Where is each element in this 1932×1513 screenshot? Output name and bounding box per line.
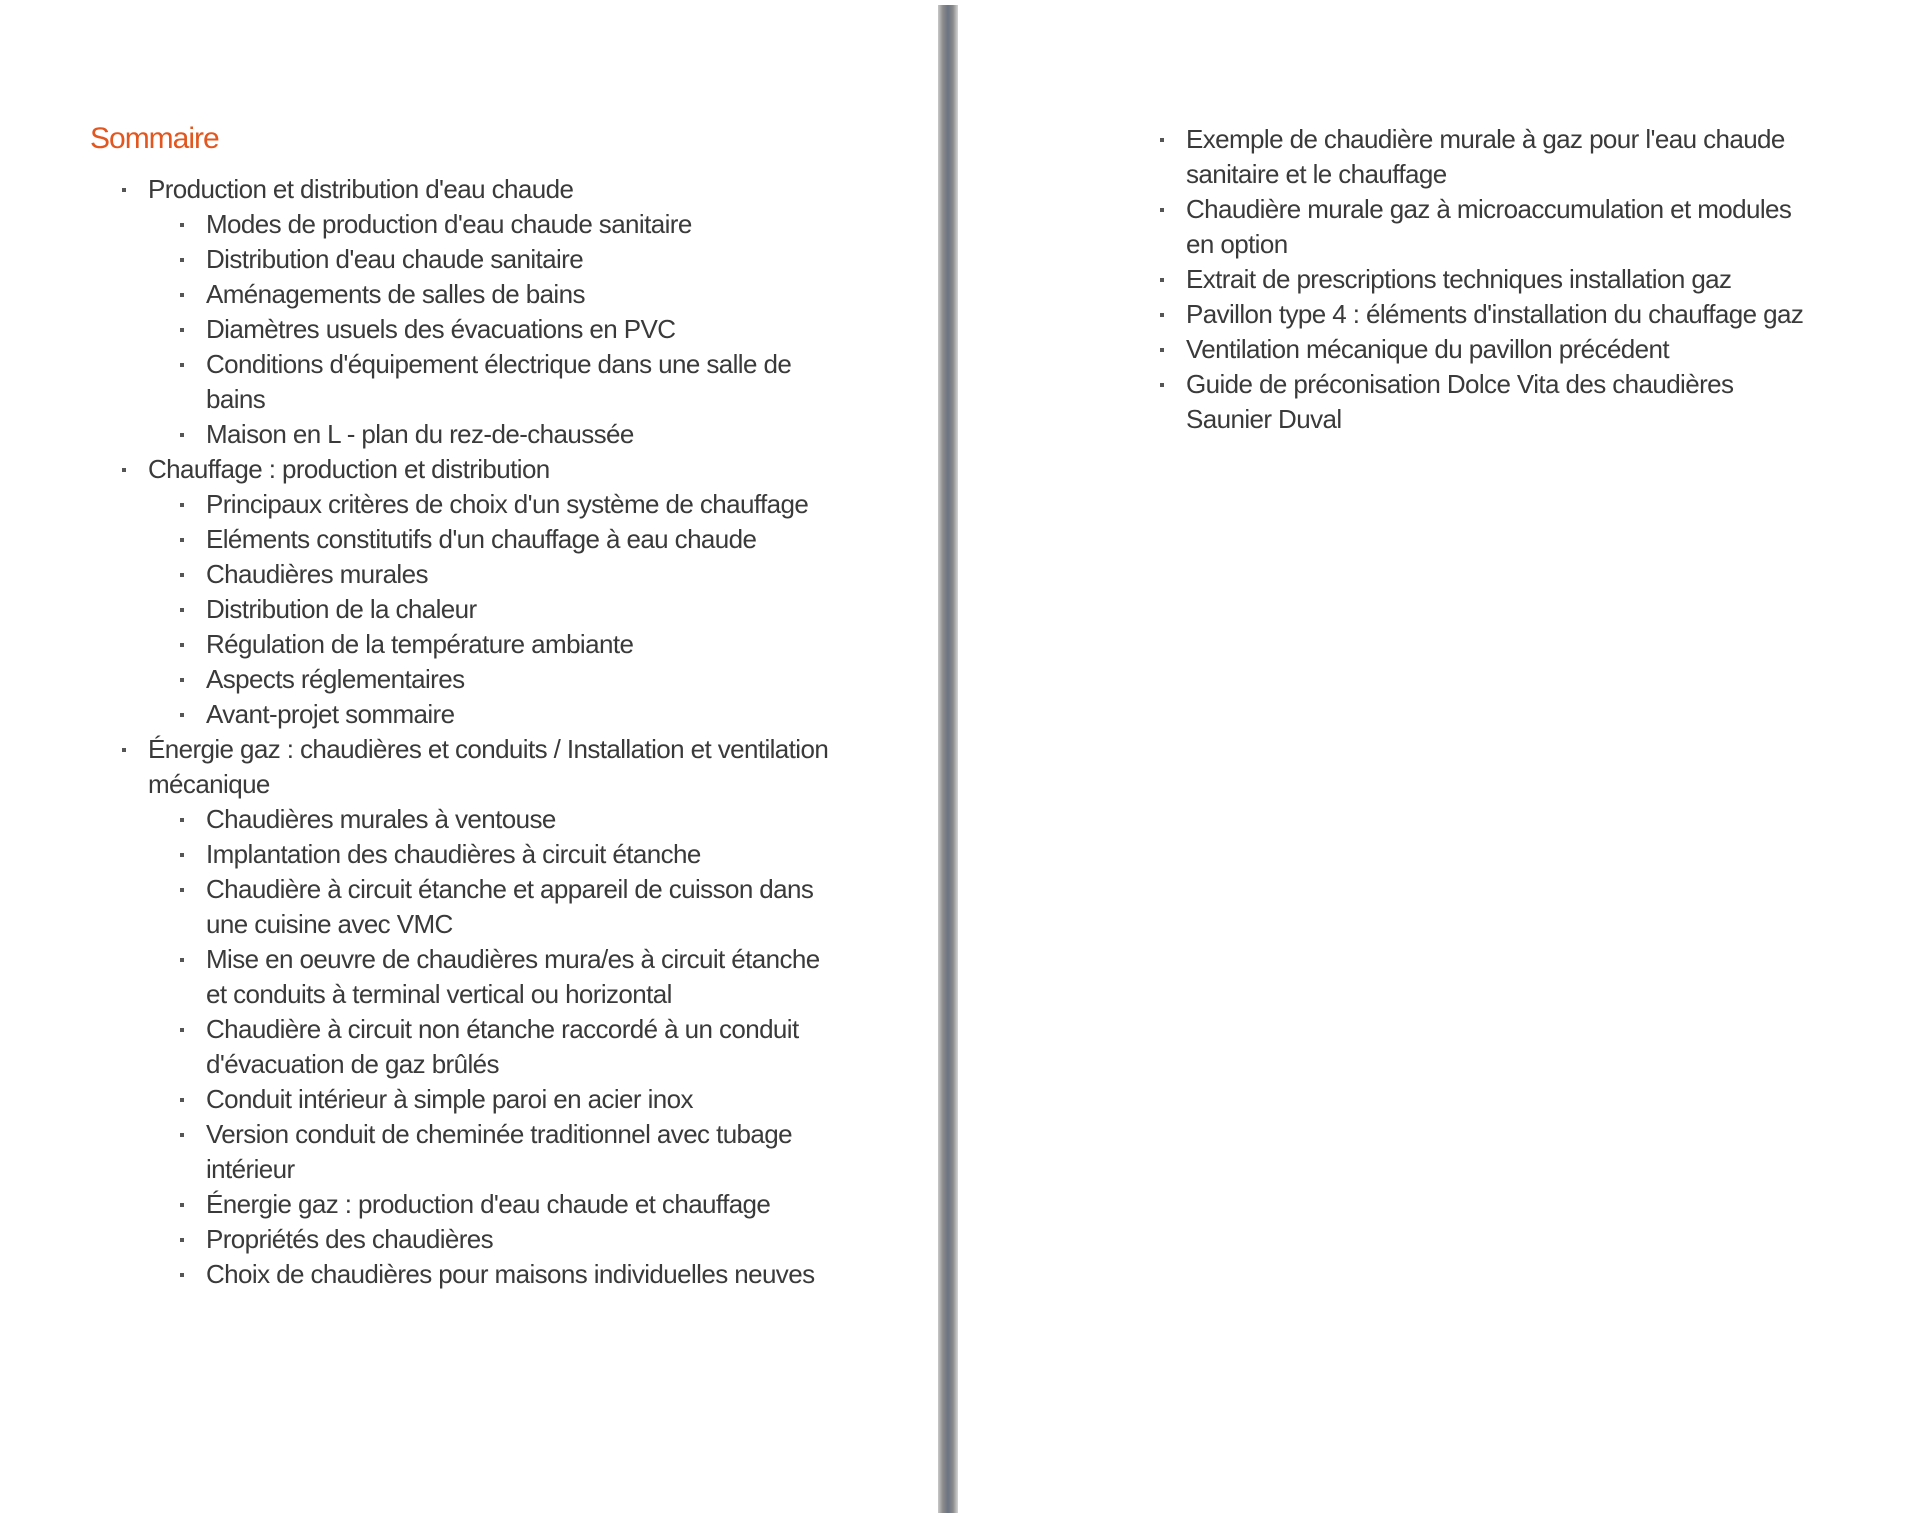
bullet-icon (180, 293, 184, 297)
bullet-icon (180, 888, 184, 892)
toc-item-label: Avant-projet sommaire (206, 699, 455, 729)
bullet-icon (1160, 348, 1164, 352)
toc-list (122, 172, 842, 1292)
toc-item (148, 312, 842, 347)
left-page (0, 0, 938, 1508)
toc-section-label: Production et distribution d'eau chaude (148, 174, 574, 204)
toc-item (1160, 297, 1820, 332)
toc-section (122, 732, 842, 1292)
toc-sublist (148, 487, 842, 732)
toc-item (148, 207, 842, 242)
toc-item (1160, 192, 1820, 262)
toc-item (148, 697, 842, 732)
bullet-icon (180, 433, 184, 437)
toc-item (148, 1117, 842, 1187)
toc-item-label: Conditions d'équipement électrique dans une salle de bains (206, 349, 792, 414)
bullet-icon (1160, 383, 1164, 387)
toc-item (148, 487, 842, 522)
bullet-icon (122, 188, 126, 192)
toc-item-label: Distribution d'eau chaude sanitaire (206, 244, 584, 274)
bullet-icon (180, 538, 184, 542)
toc-item-label: Chaudière à circuit étanche et appareil de cuisson dans une cuisine avec VMC (206, 874, 814, 939)
toc-item-label: Pavillon type 4 : éléments d'installation du chauffage gaz (1186, 299, 1804, 329)
bullet-icon (180, 853, 184, 857)
toc-section-label: Chauffage : production et distribution (148, 454, 550, 484)
toc-section (122, 172, 842, 452)
bullet-icon (180, 713, 184, 717)
toc-item (148, 347, 842, 417)
bullet-icon (1160, 313, 1164, 317)
toc-item (148, 1222, 842, 1257)
bullet-icon (180, 643, 184, 647)
toc-item-label: Version conduit de cheminée traditionnel avec tubage intérieur (206, 1119, 792, 1184)
bullet-icon (1160, 208, 1164, 212)
toc-item (148, 1012, 842, 1082)
toc-item-label: Propriétés des chaudières (206, 1224, 494, 1254)
toc-item-label: Guide de préconisation Dolce Vita des chaudières Saunier Duval (1186, 369, 1734, 434)
toc-item-label: Mise en oeuvre de chaudières mura/es à circuit étanche et conduits à terminal vertical ou horizontal (206, 944, 820, 1009)
toc-sublist (148, 207, 842, 452)
toc-item (148, 1257, 842, 1292)
bullet-icon (180, 1273, 184, 1277)
toc-item (1160, 122, 1820, 192)
toc-sublist (148, 802, 842, 1292)
toc-item-label: Maison en L - plan du rez-de-chaussée (206, 419, 634, 449)
toc-item (148, 1187, 842, 1222)
toc-item-label: Modes de production d'eau chaude sanitaire (206, 209, 692, 239)
toc-item-label: Chaudière murale gaz à microaccumulation et modules en option (1186, 194, 1792, 259)
toc-item-label: Extrait de prescriptions techniques installation gaz (1186, 264, 1732, 294)
bullet-icon (180, 608, 184, 612)
toc-item (1160, 262, 1820, 297)
page-spine-divider (938, 5, 958, 1513)
toc-item (148, 592, 842, 627)
bullet-icon (180, 363, 184, 367)
bullet-icon (180, 573, 184, 577)
bullet-icon (180, 1203, 184, 1207)
bullet-icon (180, 958, 184, 962)
toc-item (1160, 367, 1820, 437)
toc-item (148, 417, 842, 452)
toc-item (148, 872, 842, 942)
bullet-icon (180, 1238, 184, 1242)
toc-item (148, 522, 842, 557)
bullet-icon (180, 678, 184, 682)
toc-item-label: Exemple de chaudière murale à gaz pour l'eau chaude sanitaire et le chauffage (1186, 124, 1785, 189)
toc-item-label: Chaudières murales à ventouse (206, 804, 556, 834)
toc-item-label: Aménagements de salles de bains (206, 279, 585, 309)
bullet-icon (180, 328, 184, 332)
bullet-icon (180, 1098, 184, 1102)
toc-item (148, 1082, 842, 1117)
toc-item (148, 627, 842, 662)
bullet-icon (180, 1133, 184, 1137)
page-title: Sommaire (90, 122, 219, 155)
toc-item (148, 557, 842, 592)
toc-item (148, 802, 842, 837)
toc-item-label: Chaudière à circuit non étanche raccordé à un conduit d'évacuation de gaz brûlés (206, 1014, 799, 1079)
toc-item-label: Diamètres usuels des évacuations en PVC (206, 314, 676, 344)
toc-item-label: Conduit intérieur à simple paroi en acier inox (206, 1084, 693, 1114)
toc-section-label: Énergie gaz : chaudières et conduits / Installation et ventilation mécanique (148, 734, 829, 799)
bullet-icon (180, 1028, 184, 1032)
toc-item-label: Eléments constitutifs d'un chauffage à eau chaude (206, 524, 757, 554)
toc-item-label: Distribution de la chaleur (206, 594, 477, 624)
toc-item (148, 242, 842, 277)
bullet-icon (180, 258, 184, 262)
bullet-icon (180, 503, 184, 507)
toc-item-label: Principaux critères de choix d'un système de chauffage (206, 489, 809, 519)
toc-item-label: Choix de chaudières pour maisons individuelles neuves (206, 1259, 815, 1289)
bullet-icon (180, 818, 184, 822)
toc-item-label: Énergie gaz : production d'eau chaude et chauffage (206, 1189, 771, 1219)
toc-section (122, 452, 842, 732)
toc-item-label: Chaudières murales (206, 559, 428, 589)
toc-item (148, 837, 842, 872)
toc-item-label: Aspects réglementaires (206, 664, 465, 694)
toc-item-label: Régulation de la température ambiante (206, 629, 634, 659)
toc-item-label: Implantation des chaudières à circuit étanche (206, 839, 701, 869)
bullet-icon (180, 223, 184, 227)
toc-item-label: Ventilation mécanique du pavillon précédent (1186, 334, 1670, 364)
bullet-icon (1160, 278, 1164, 282)
bullet-icon (122, 748, 126, 752)
toc-item (148, 942, 842, 1012)
toc-item (1160, 332, 1820, 367)
toc-continued-list (1160, 122, 1820, 437)
bullet-icon (122, 468, 126, 472)
toc-item (148, 277, 842, 312)
bullet-icon (1160, 138, 1164, 142)
toc-item (148, 662, 842, 697)
